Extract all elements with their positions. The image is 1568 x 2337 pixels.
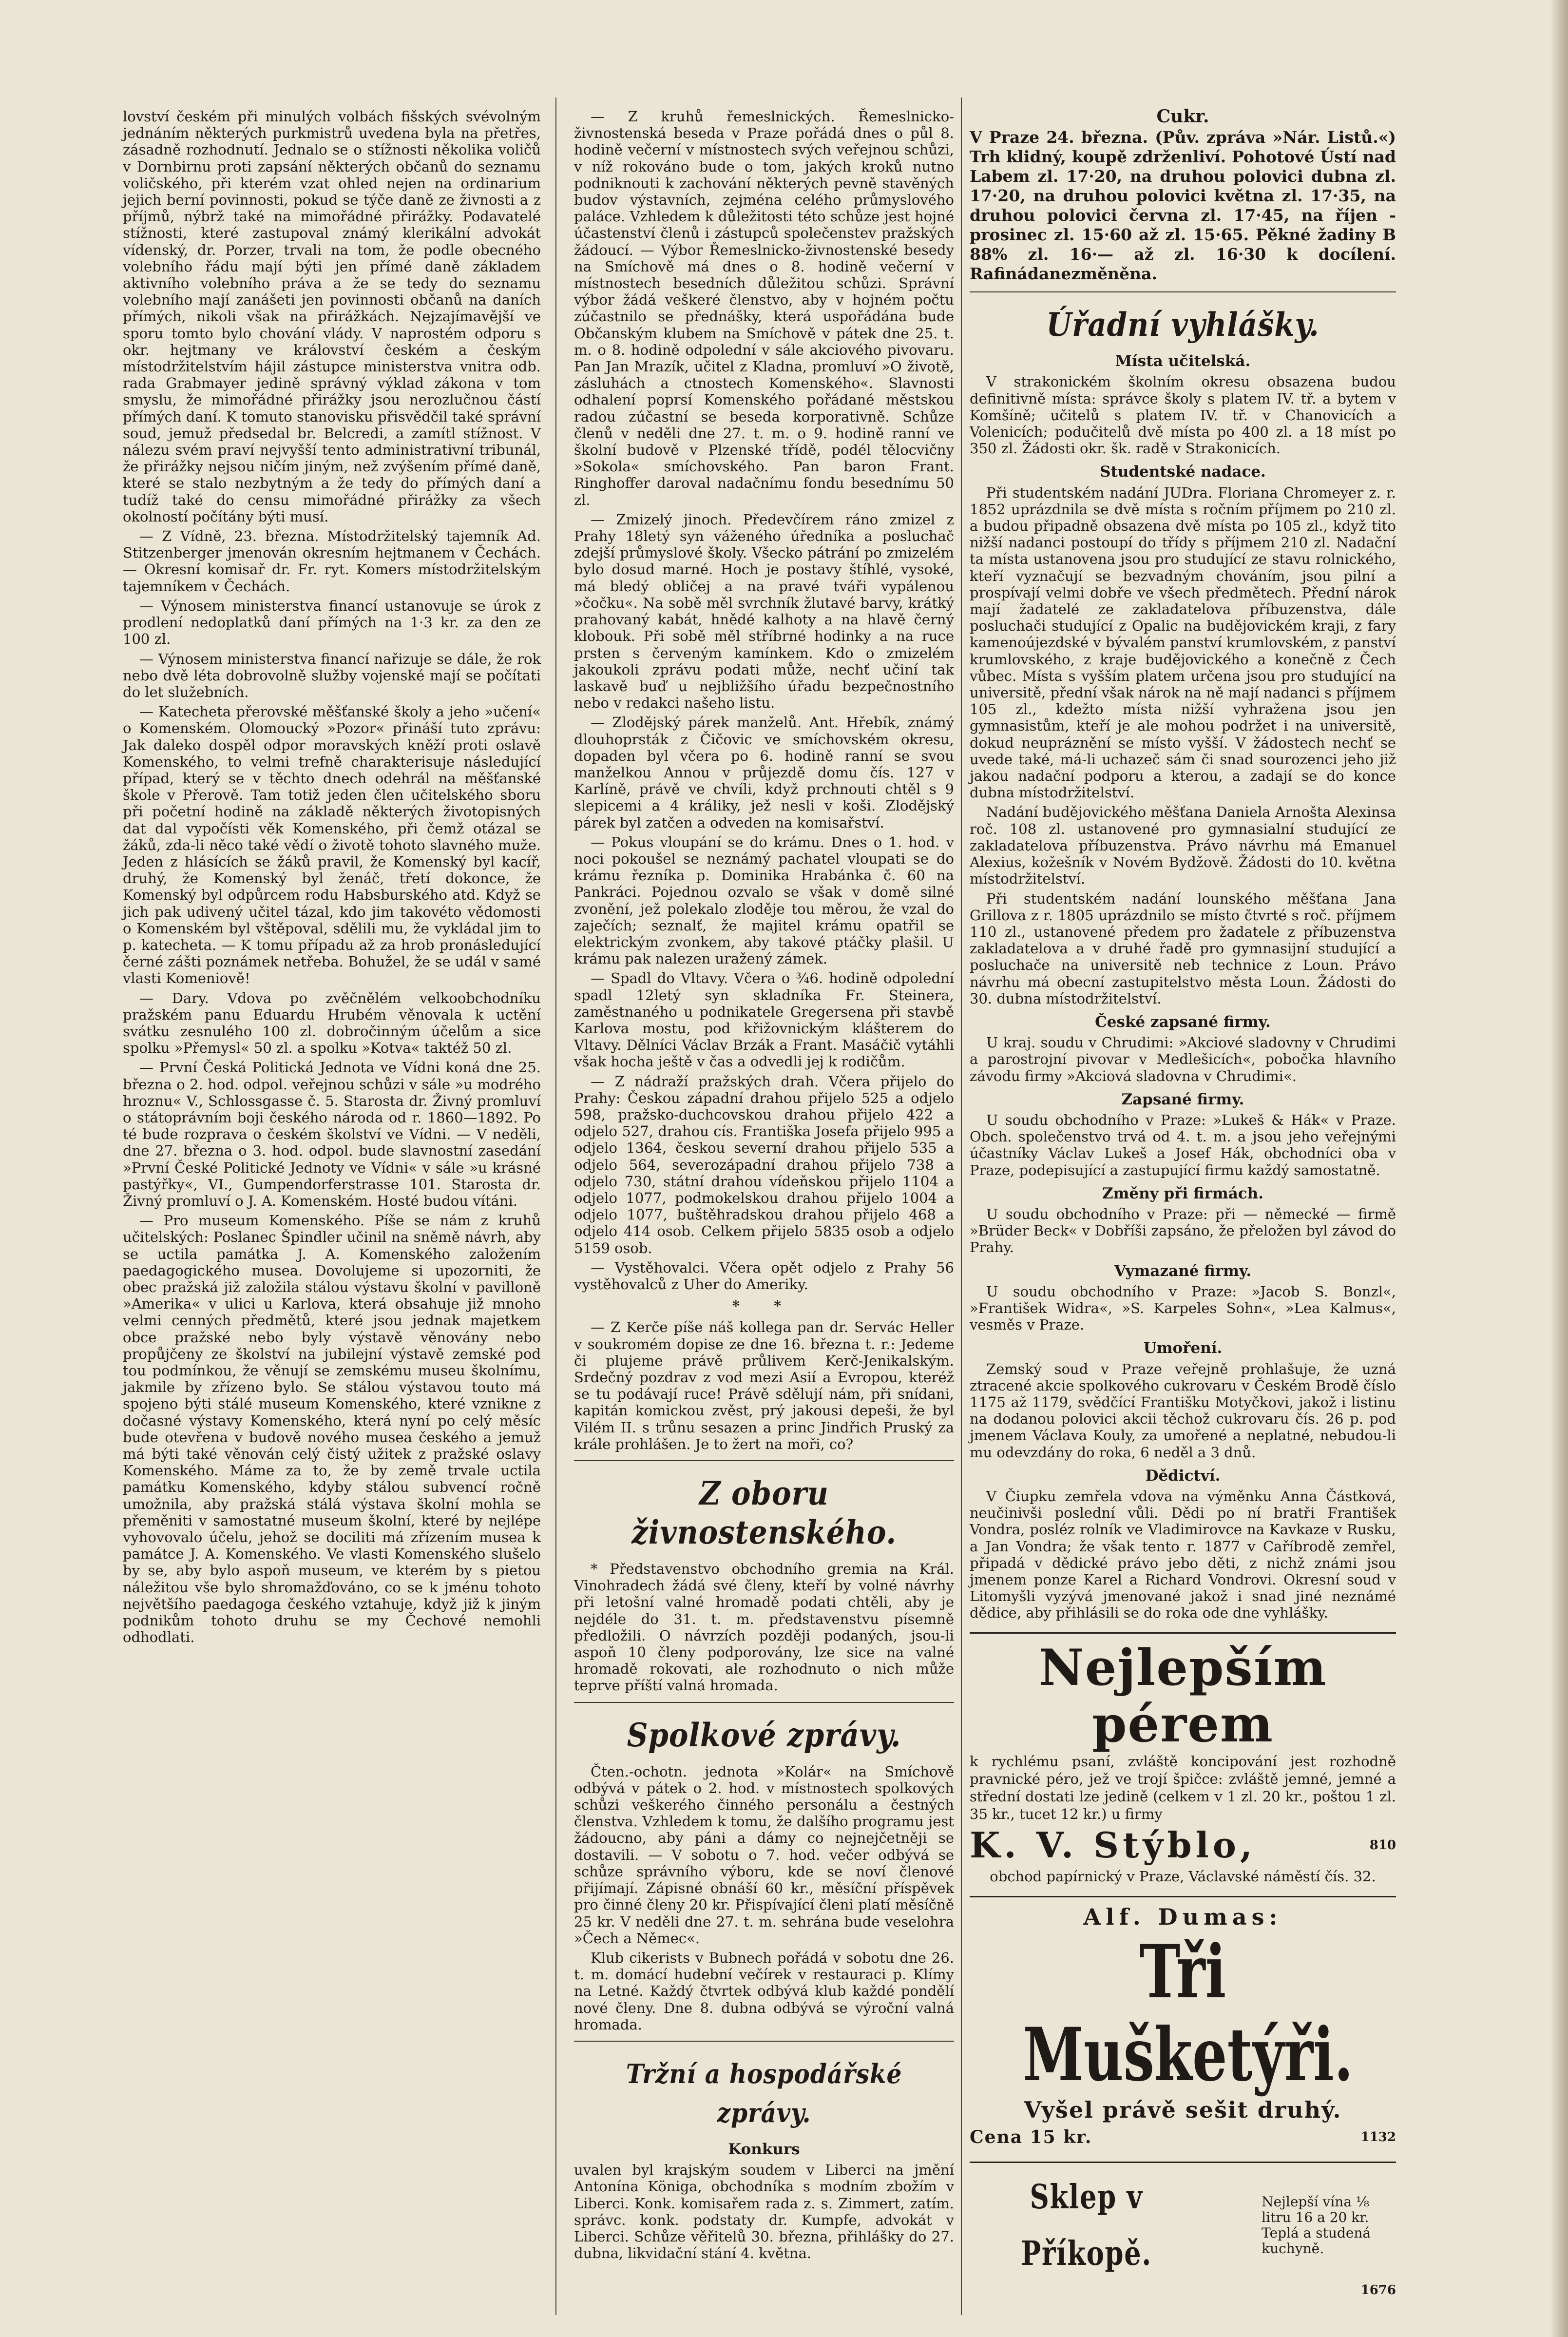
article-paragraph: — První Česká Politická Jednota ve Vídni koná dne 25. března o 2. hod. odpol. veřejnou schůzi v sále »u modrého hroznu« V., Schlossgasse č. 5. Starosta dr. Živný promluví o státoprávním boji českého národa od r. 1860—1892. Po té bude rozprava o českém školství ve Vídni. — V neděli, dne 27. března o 3. hod. odpol. bude slavnostní zasedání »První České Politické Jednoty ve Vídni« v sále »u krásné pastýřky«, VI., Gumpendorferstrasse 101. Starosta dr. Živný promluví o J. A. Komenském. Hosté budou vítáni. xyxy=(123,1059,541,1209)
article-paragraph: — Dary. Vdova po zvěčnělém velkoobchodníku pražském panu Eduardu Hrubém věnovala k uctění svátku zesnulého 100 zl. dobročinným účelům a sice spolku »Přemysl« 50 zl. a spolku »Kotva« taktéž 50 zl. xyxy=(123,989,541,1057)
section-heading: Spolkové zprávy. xyxy=(627,1716,901,1754)
subheading: Konkurs xyxy=(728,2140,800,2158)
section-heading: Úřadní vyhlášky. xyxy=(1046,306,1319,344)
advertisement-cellar xyxy=(970,2162,1396,2298)
article-paragraph: — Z kruhů řemeslnických. Řemeslnicko-živnostenská beseda v Praze pořádá dnes o půl 8. hodině večerní v místnostech svých veřejnou schůzi, v níž rokováno bude o tom, jakých kroků nutno podniknouti k zachování některých pevně stavěných budov výstavních, zejména celého průmyslového paláce. Vzhledem k důležitosti této schůze jest hojné účastenství členů i zástupců společenstev pražských žádoucí. — Výbor Řemeslnicko-živnostenské besedy na Smíchově má dnes o 8. hodině večerní v místnostech besedních důležitou schůzi. Správní výbor žádá veškeré členstvo, aby v hojném počtu zúčastnilo se přednášky, která uspořádána bude Občanským klubem na Smíchově v pátek dne 25. t. m. o 8. hodině odpolední v sále akciového pivovaru. Pan Jan Mrazík, učitel z Kladna, promluví »O životě, zásluhách a ctnostech Komenského«. Slavnosti odhalení poprsí Komenského pořádané městskou radou zúčastní se beseda korporativně. Schůze členů v neděli dne 27. t. m. o 9. hodině ranní ve školní budově v Plzenské třídě, podél tělocvičny »Sokola« smíchovského. Pan baron Frant. Ringhoffer daroval nadačnímu fondu besednímu 50 zl. xyxy=(574,108,954,508)
ad-number: 1132 xyxy=(1360,2129,1396,2144)
section-heading: Tržní a hospodářské zprávy. xyxy=(626,2058,902,2128)
article-paragraph: — Pokus vloupání se do krámu. Dnes o 1. hod. v noci pokoušel se neznámý pachatel vloupati se do krámu řezníka p. Dominika Hrabánka č. 60 na Pankráci. Pojednou ozvalo se však v domě silné zvonění, jež polekalo zloděje tou měrou, že vzal do zaječích; seznalť, že majitel krámu opatřil se elektrickým zvonkem, aby takové ptáčky plašil. U krámu pak nalezen uražený zámek. xyxy=(574,833,954,967)
ad-number: 1676 xyxy=(1360,2282,1396,2298)
notice-paragraph: U soudu obchodního v Praze: při — německé — firmě »Brüder Beck« v Dobříši zapsáno, že přeložen byl závod do Prahy. xyxy=(970,1205,1396,1256)
subheading: Dědictví. xyxy=(1145,1467,1221,1485)
article-paragraph: — Vystěhovalci. Včera opět odjelo z Prahy 56 vystěhovalců z Uher do Ameriky. xyxy=(574,1259,954,1293)
section-rule xyxy=(574,1702,954,1703)
article-paragraph: — Zlodějský párek manželů. Ant. Hřebík, známý dlouhoprsták z Čičovic ve smíchovském okresu, dopaden byl včera po 6. hodině ranní se svou manželkou Annou v průjezdě domu čís. 127 v Karlíně, právě ve chvíli, když prchnouti chtěl s 9 slepicemi a 4 králiky, jež nesli v koši. Zlodějský párek byl zatčen a odveden na komisařství. xyxy=(574,714,954,831)
separator-asterisks: * * xyxy=(732,1297,796,1314)
notice-paragraph: Zemský soud v Praze veřejně prohlašuje, že uzná ztracené akcie spolkového cukrovaru v Českém Brodě číslo 1175 až 1179, svědčící Františku Motyčkovi, jakož i listinu na dodanou polovici akcii těchož cukrovaru čís. 26 p. pod jmenem Václava Kouly, za umořené a neplatné, nebudou-li mu odevzdány do roka, 6 neděl a 3 dnů. xyxy=(970,1360,1396,1461)
subheading: Studentské nadace. xyxy=(1100,463,1266,481)
sugar-market-report xyxy=(970,128,1396,284)
market-paragraph: V Praze 24. března. (Pův. zpráva »Nár. Listů.«) Trh klidný, koupě zdrženliví. Pohotové Ústí nad Labem zl. 17·20, na druhou polovici dubna zl. 17·20, na druhou polovici května zl. 17·35, na druhou polovici června zl. 17·45, na říjen - prosinec zl. 15·60 až zl. 15·65. Pěkné žadiny B 88% zl. 16·— až zl. 16·30 k docílení. Rafinádanezměněna. xyxy=(970,128,1396,284)
ad-price: Cena 15 kr. xyxy=(970,2126,1092,2147)
subheading: Místa učitelská. xyxy=(1115,352,1251,370)
article-paragraph: — Katecheta přerovské měšťanské školy a jeho »učení« o Komenském. Olomoucký »Pozor« přináší tuto zprávu: Jak daleko dospěl odpor moravských kněží proti oslavě Komenského, to velmi trefně charakterisuje následující případ, který se v těchto dnech odehrál na měšťanské škole v Přerově. Tam totiž jeden člen učitelského sboru při početní hodině na základě některých životopisných dat dal vypočísti věk Komenského, při čemž otázal se žáků, zda-li něco také vědí o životě tohoto slavného muže. Jeden z hlásících se žáků pravil, že Komenský byl kacíř, druhý, že Komenský byl ženáč, třetí dokonce, že Komenský byl odpůrcem rodu Habsburského atd. Když se jich pak udivený učitel tázal, kdo jim takovéto vědomosti o Komenském byl vštěpoval, sdělili mu, že vykládal jim to p. katecheta. — K tomu případu až za hrob pronásledující černé zášti poznámek netřeba. Bohužel, že se udál v samé vlasti Komeniově! xyxy=(123,703,541,987)
article-paragraph: — Výnosem ministerstva financí ustanovuje se úrok z prodlení nedoplatků daní přímých na 1·3 kr. za den ze 100 zl. xyxy=(123,597,541,648)
subheading: Umoření. xyxy=(1143,1339,1223,1357)
ad-firm-name: K. V. Stýblo, xyxy=(970,1824,1256,1866)
notice-paragraph: V strakonickém školním okresu obsazena budou definitivně místa: správce školy s platem IV. tř. a bytem v Komšíně; učitelů s platem IV. tř. v Chanovicích a Volenicích; podučitelů dvě místa po 400 zl. a 18 míst po 350 zl. Žádosti okr. šk. radě v Strakonicích. xyxy=(970,373,1396,457)
article-paragraph: — Z Vídně, 23. března. Místodržitelský tajemník Ad. Stitzenberger jmenován okresním hejtmanem v Čechách. — Okresní komisař dr. Fr. ryt. Komers místodržitelským tajemníkem v Čechách. xyxy=(123,528,541,595)
ad-cellar-title: Sklep v Příkopě. xyxy=(1021,2177,1152,2273)
page-edge xyxy=(1551,0,1568,2337)
article-paragraph: — Výnosem ministerstva financí nařizuje se dále, že rok nebo dvě léta dobrovolně služby vojenské mají se počítati do let služebních. xyxy=(123,650,541,700)
ad-title: Nejlepším pérem xyxy=(1038,1638,1327,1754)
column-rule xyxy=(961,97,962,2315)
notice-paragraph: U soudu obchodního v Praze: »Lukeš & Hák« v Praze. Obch. společenstvo trvá od 4. t. m. a jsou jeho veřejnými účastníky Václav Lukeš a Josef Hák, obchodníci oba v Praze, podepisující a zastupující firmu každý samostatně. xyxy=(970,1111,1396,1178)
article-paragraph: uvalen byl krajským soudem v Liberci na jmění Antonína Königa, obchodníka s modním zbožím v Liberci. Konk. komisařem rada z. s. Zimmert, zatím. správc. konk. podstaty dr. Kumpfe, advokát v Liberci. Schůze věřitelů 30. března, přihlášky do 27. dubna, likvidační stání 4. května. xyxy=(574,2162,954,2262)
article-paragraph: — Pro museum Komenského. Píše se nám z kruhů učitelských: Poslanec Špindler učinil na sněmě návrh, aby se uctila památka J. A. Komenského založením paedagogického musea. Dovolujeme si upozorniti, že obec pražská již založila stálou výstavu školní v pavilloně »Amerika« v ulici u Karlova, která obsahuje již mnoho velmi cenných předmětů, které jsou jednak majetkem obce pražské nebo byly výstavě věnovány nebo propůjčeny ze školství na jubilejní výstavě zemské pod tou podmínkou, že věnují se zemskému museu školnímu, jakmile by zřízeno bylo. Se stálou výstavou touto má spojeno býti stálé museum Komenského, které vznikne z dočasné výstavy Komenského, která nyní po celý měsíc bude otevřena v budově nového musea českého a jemuž má býti také věnován celý čistý užitek z pražské oslavy Komenského. Máme za to, že by země trvale uctila památku Komenského, kdyby stálou subvencí ročně umožnila, aby pražská stálá výstava školní mohla se přeměniti v samostatné museum školní, které by nejlépe vyhovovalo účelu, jehož se dociliti má zřízením musea k památce J. A. Komenského. Ve vlasti Komenského slušelo by se, aby bylo aspoň museum, ve kterém by s pietou náležitou vše bylo shromažďováno, co se k jménu tohoto největšího paedagoga českého vztahuje, když již k jiným podnikům tohoto druhu se my Čechové nemohli odhodlati. xyxy=(123,1212,541,1646)
article-paragraph: — Zmizelý jinoch. Předevčírem ráno zmizel z Prahy 18letý syn váženého úředníka a posluchač zdejší průmyslové školy. Všecko pátrání po zmizelém bylo dosud marné. Hoch je postavy štíhlé, vysoké, má bledý obličej a na pravé tváři vypálenou »čočku«. Na sobě měl svrchník žlutavé barvy, krátký prahovaný kabát, hnědé kalhoty a na hlavě černý klobouk. Při sobě měl stříbrné hodinky a na ruce prsten s červeným kamínkem. Kdo o zmizelém jakoukoli zprávu podati může, nechť učiní tak laskavě buď u nejbližšího úřadu bezpečnostního nebo v redakci našeho listu. xyxy=(574,511,954,712)
ad-author: Alf. Dumas: xyxy=(1083,1903,1282,1930)
ad-cellar-text: Nejlepší vína ⅛ litru 16 a 20 kr. Teplá a studená kuchyně. xyxy=(1262,2193,1371,2257)
article-paragraph: * Představenstvo obchodního gremia na Král. Vinohradech žádá své členy, kteří by volné návrhy při letošní valné hromadě podati chtěli, aby je nejdéle do 31. t. m. představenstvu písemně předložili. O návrzích později podaných, jsou-li aspoň 10 členy podporovány, lze sice na valné hromadě rokovati, ale rozhodnuto o nich může teprve příští valná hromada. xyxy=(574,1561,954,1694)
article-paragraph: Klub cikerists v Bubnech pořádá v sobotu dne 26. t. m. domácí hudební večírek v restauraci p. Klímy na Letné. Každý čtvrtek odbývá klub každé pondělí nové členy. Dne 8. dubna odbývá se výroční valná hromada. xyxy=(574,1949,954,2033)
article-paragraph: Čten.-ochotn. jednota »Kolár« na Smíchově odbývá v pátek o 2. hod. v místnostech spolkových schůzi veškerého činného personálu a čestných členstva. Vzhledem k tomu, že dalšího programu jest žádoucno, aby páni a dámy co nejnejčetněji se dostavili. — V sobotu o 7. hod. večer odbývá se schůze správního výboru, kde se noví členové přijímají. Zápisné obnáší 60 kr., měsíční příspěvek pro činné členy 20 kr. Přispívající členi platí měsíčně 25 kr. V neděli dne 27. t. m. sehrána bude veselohra »Čech a Němec«. xyxy=(574,1763,954,1947)
section-rule xyxy=(574,2041,954,2042)
subheading: Změny při firmách. xyxy=(1102,1184,1264,1202)
notice-paragraph: U soudu obchodního v Praze: »Jacob S. Bonzl«, »František Widra«, »S. Karpeles Sohn«, »Lea Kalmus«, vesměs v Praze. xyxy=(970,1283,1396,1333)
section-rule xyxy=(574,1460,954,1461)
ad-book-title: Tři Mušketýři. xyxy=(1023,1929,1354,2098)
subheading: České zapsané firmy. xyxy=(1095,1013,1271,1031)
advertisement-pens xyxy=(970,1632,1396,1885)
ad-subtitle: Vyšel právě sešit druhý. xyxy=(1024,2096,1342,2123)
notice-paragraph: U kraj. soudu v Chrudimi: »Akciové sladovny v Chrudimi a parostrojní pivovar v Medlešicích«, pobočka hlavního závodu firmy »Akciová sladovna v Chrudimi«. xyxy=(970,1034,1396,1084)
notice-paragraph: Při studentském nadání lounského měšťana Jana Grillova z r. 1805 uprázdnilo se místo čtvrté s roč. příjmem 110 zl., ustanovené předem pro žadatele z příbuzenstva zakladatelova a v druhé řadě pro gymnasijní studující a posluchače na universitě neb technice z Loun. Právo návrhu má obecní zastupitelstvo města Loun. Žádosti do 30. dubna místodržitelství. xyxy=(970,890,1396,1007)
subheading: Zapsané firmy. xyxy=(1121,1090,1244,1108)
article-paragraph: — Z Kerče píše náš kollega pan dr. Servác Heller v soukromém dopise ze dne 16. března t. r.: Jedeme či plujeme právě průlivem Kerč-Jenikalským. Srdečný pozdrav z vod mezi Asií a Evropou, kteréž se tu podávají ruce! Právě sdělují nám, při snídani, kapitán komickou zvěst, prý jakousi depeši, že byl Vilém II. s trůnu sesazen a princ Jindřich Pruský za krále prohlášen. Je to žert na moři, co? xyxy=(574,1319,954,1452)
column-rule xyxy=(555,97,556,2315)
section-heading: Z oboru živnostenského. xyxy=(631,1474,897,1552)
notice-paragraph: Nadání budějovického měšťana Daniela Arnošta Alexinsa roč. 108 zl. ustanovené pro gymnasialní studující ze zakladatelova příbuzenstva. Právo návrhu má Emanuel Alexius, kožešník v Novém Bydžově. Žádosti do 10. května místodržitelství. xyxy=(970,804,1396,888)
ad-text: k rychlému psaní, zvláště koncipování jest rozhodně pravnické péro, jež ve trojí špičce: zvláště jemné, jemné a střední dostati lze jedině (celkem v 1 zl. 20 kr., poštou 1 zl. 35 kr., tucet 12 kr.) u firmy xyxy=(970,1753,1396,1822)
article-paragraph: — Spadl do Vltavy. Včera o ¾6. hodině odpolední spadl 12letý syn skladníka Fr. Steinera, zaměstnaného u podnikatele Gregersena při stavbě Karlova mostu, pod křižovnickým klášterem do Vltavy. Dělníci Václav Brzák a Frant. Masáčič vytáhli však hocha ještě v čas a odvedli jej k rodičům. xyxy=(574,970,954,1070)
column-middle xyxy=(574,108,954,2264)
column-left xyxy=(123,108,541,1648)
section-rule xyxy=(970,291,1396,292)
market-heading: Cukr. xyxy=(1156,106,1209,127)
notice-paragraph: Při studentském nadání JUDra. Floriana Chromeyer z. r. 1852 uprázdnila se dvě místa s ročním příjmem po 210 zl. a budou připadně obsazena dvě místa po 105 zl., když tito nižší nadanci postoupí do třídy s příjmem 210 zl. Nadační ta místa ustanovena jsou pro studující ze stavu rolnického, kteří vyznačují se bezvadným chováním, jsou pilní a prospívají velmi dobře ve všech předmětech. Přední nárok mají žadatelé ze zakladatelova příbuzenstva, dále posluchači studující z Opalic na budějovickém kraji, z fary kamenoújezdské v bývalém panství krumlovském, z panství krumlovského, z kraje budějovického a konečně z Čech vůbec. Místa s vyšším platem určena jsou pro studující na universitě, přední však nárok na ně mají nadanci s příjmem 105 zl., kdežto místa nižší vyhražena jsou jen gymnasistům, kteří je ale mohou podržet i na universitě, dokud neupráznění se místo vyšší. V žádostech nechť se uvede také, má-li uchazeč sám či snad sourozenci jeho již jakou nadační podporu a kterou, a zadají se do konce dubna místodržitelství. xyxy=(970,484,1396,801)
ad-number: 810 xyxy=(1369,1837,1396,1853)
notice-paragraph: V Čiupku zemřela vdova na výměnku Anna Částková, neučinivši poslední vůli. Dědi po ní bratři František Vondra, posléz rolník ve Vladimirovce na Kavkaze v Rusku, a Jan Vondra; že však tento r. 1877 v Caříbrodě zemřel, připadá v dědické právo jebo děti, z nichž známi jsou jmenem ponze Karel a Richard Vondrovi. Okresní soud v Litomyšli vyzývá jmenované jakož i snad jiné neznámé dědice, aby přihlásili se do roka ode dne vyhlášky. xyxy=(970,1488,1396,1622)
ad-address: obchod papírnický v Praze, Václavské náměstí čís. 32. xyxy=(990,1868,1376,1885)
article-paragraph: lovství českém při minulých volbách fišských svévolným jednáním některých purkmistrů uvedena byla na přetřes, zásadně rozhodnutí. Jednalo se o stížnosti několika voličů v Dornbirnu proti zapsání některých občanů do seznamu voličského, při kterém vzat ohled nejen na ordinarium jejich berní povinnosti, pokud se týče daně ze živnosti a z příjmů, nýbrž také na mimořádné přirážky. Podavatelé stížnosti, které zastupoval známý klerikální advokát vídenský, dr. Porzer, trvali na tom, že podle obecného volebního řádu mají býti jen přímé daně základem aktivního volebního práva a že se tedy do seznamu volebního mají zanášeti jen povinnosti občanů na daních přímých, nikoli však na přirážkách. Nejzajímavější ve sporu tomto bylo chování vlády. V naprostém odporu s okr. hejtmany ve království českém a českým místodržitelstvím hájil zástupce ministerstva vnitra odb. rada Grabmayer jedině správný výklad zákona v tom smyslu, že mimořádné přirážky jsou nerozlučnou částí přímých daní. K tomuto stanovisku přisvědčil také správní soud, jemuž předsedal br. Belcredi, a zamítl stížnost. V nálezu svém praví nejvyšší tento administrativní tribunál, že přirážky nejsou ničím jiným, než zvýšením přímé daně, které se stalo nezbytným a že tedy do přímých daní a tudíž také do censu mimořádné přirážky za všech okolností počítány býti musí. xyxy=(123,108,541,525)
advertisement-book xyxy=(970,1896,1396,2151)
article-paragraph: — Z nádraží pražských drah. Včera přijelo do Prahy: Českou západní drahou přijelo 525 a odjelo 598, pražsko-duchcovskou drahou přijelo 422 a odjelo 527, drahou cís. Františka Josefa přijelo 995 a odjelo 1364, českou severní drahou přijelo 535 a odjelo 564, severozápadní drahou přijelo 738 a odjelo 730, státní drahou vídeňskou přijelo 1104 a odjelo 1077, podmokelskou drahou přijelo 1004 a odjelo 1077, buštěhradskou drahou přijelo 468 a odjelo 414 osob. Celkem přijelo 5835 osob a odjelo 5159 osob. xyxy=(574,1073,954,1256)
subheading: Vymazané firmy. xyxy=(1114,1262,1252,1280)
column-right xyxy=(970,108,1396,2298)
